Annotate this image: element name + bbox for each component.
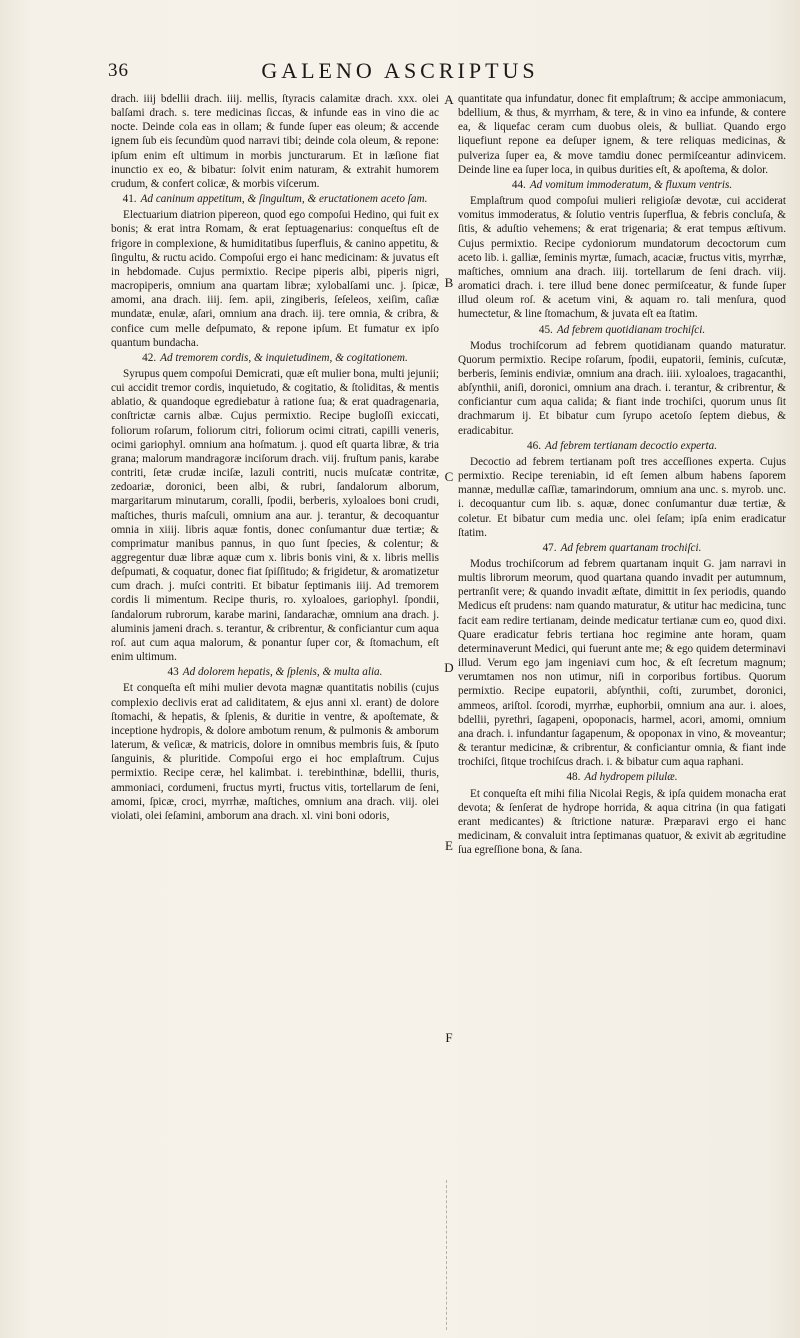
section-title: Ad caninum appetitum, & ſingultum, & eructationem aceto ſam. [140,193,428,206]
margin-letter-b: B [444,275,454,290]
section-number: 48. [566,771,581,784]
margin-letter-f: F [445,1030,453,1045]
margin-letters [441,92,457,1292]
section-number: 41. [122,193,137,206]
margin-letter-e: E [445,838,453,853]
page-fold-line [446,1180,449,1330]
paragraph: Decoctio ad febrem tertianam poſt tres acceſſiones expertа. Cujus permixtio. Recipe tereniabin, id eſt ſemen album habens ſaporem mannæ, medullæ caſſiæ, tamarindorum, omnium ana unc. s. myrob. unc. i. decoquantur cum lib. s. aquæ, donec conſumantur duæ tertiæ, & coletur. Et bibatur cum media unc. olei ſeſam; ipſa enim eradicatur ſtatim. [458,455,786,539]
right-column [458,92,786,857]
section-number: 42. [142,351,157,364]
section-title: Ad tremorem cordis, & inquietudinem, & cogitationem. [160,351,408,364]
left-column [111,92,439,823]
section-title: Ad febrem tertianam decoctio experta. [544,439,717,452]
paragraph: Modus trochiſcorum ad febrem quartanam inquit G. jam narravi in multis librorum meorum, quod quartana quando invadit per autumnum, pertranſit vere; & quando invadit æſtate, dimittit in ſex periodis, quando Medicus eſt prudens: nam quando maturatur, & utitur hac medicina, tunc facit eam redire tertianam, deinde medicatur tertianæ cum eo, quod dixi. Quare eradicatur febris tertiana hoc regimine ante horam, quam determinaverunt Medici, qui fuerunt ante me; & ego quidem determinavi illud. Verum ego jam ingeniavi cum hoc, & eſt ſecretum magnum; verumtamen nos non utimur, niſi in corporibus fortibus. Quorum permixtio. Recipe eupatorii, abſynthii, coſti, zurumbet, doronici, ammeos, ariſtol. ſcorodi, myrrhæ, euphorbii, omnium ana aur. i. aloes, bdellii, pyrethri, ſagapeni, opoponacis, harmel, acori, amomi, omnium ana drach. i. infundantur ſagapenum, & opoponax in vino, & moveantur; & terantur medicinæ, & cribrentur, & conficiantur omnia, & fiant inde trochiſci, ſitque trochiſcus drach. i. & bibatur cum aqua raphani. [458,558,786,769]
section-title: Ad febrem quartanam trochiſci. [560,541,702,554]
section-title: Ad dolorem hepatis, & ſplenis, & multa alia. [182,666,383,679]
section-number: 43 [167,666,179,679]
margin-letter-d: D [444,660,454,675]
section-heading [458,541,786,555]
paragraph: Emplaſtrum quod compoſui mulieri religioſæ devotæ, cui acciderat vomitus immoderatus, & ſolutio ventris ſuperflua, & febris concluſa, & ſitis, & aduſtio vehemens; & erat trigenaria; & erat tempus æſtivum. Cujus permixtio. Recipe cydoniorum mundatorum decoctorum cum aceto lib. i. galliæ, ſeminis myrtæ, ſumach, acaciæ, fructus vitis, myrrhæ, maſtiches, omnium ana drach. iiij. tortellarum de ſeni drach. viij. aromatici drach. i. tere illud bene donec permiſceatur, & funde ſuper illud oleum roſ. & acetum vini, & aquam ro. tali menſura, quod humectetur, & line ſtomachum, & juvata eſt ea ſtatim. [458,195,786,321]
paragraph: quantitate qua infundatur, donec fit emplaſtrum; & accipe ammoniacum, bdellium, & thus, & myrrham, & tere, & in vino ea infunde, & contere ea, & liquefac ceram cum duobus oleis, & bulliat. Quando ergo liquefiunt repone ea deſuper ignem, & tere reliquas medicinas, & pulveriza ſuper ea, & move tamdiu donec permiſceantur adinvicem. Deinde line ea ſuper loca, in quibus durities eſt, & apoſtema, & dolor. [458,93,786,176]
section-heading [458,770,786,784]
paragraph: Electuarium diatrion pipereon, quod ego compoſui Hedino, qui fuit ex bonis; & erat intra Romam, & erat ſeptuagenarius: conqueſtus eſt de frigore in complexione, & humiditatibus ſuperfluis, & canino appetitu, & ſingultu, & ructu acido. Compoſui ergo ei hanc medicinam: & juvatus eſt in hebdomade. Cujus permixtio. Recipe piperis albi, piperis nigri, macropiperis, omnium ana quartam libræ; xylobalſami unc. j. ſpicæ, amomi, ana drach. iiij. ſem. apii, zingiberis, ſeſeleos, xeiſim, caſiæ mundatæ, enulæ, aſari, omnium ana drach. iij. tere omnia, & cribra, & confice cum melle deſpumato, & repone ipſum. Et fumatur ex ipſo quantum bundacha. [111,209,439,349]
section-number: 46. [527,439,541,452]
section-number: 44. [511,178,526,191]
paragraph: Syrupus quem compoſui Demicrati, quæ eſt mulier bona, multi jejunii; cui accidit tremor cordis, inquietudo, & cogitatio, & ſtoliditas, & mentis ablatio, & quandoque egrediebatur à ratione ſua; & erat quadragenaria, conſtrictæ carnis albæ. Cujus permixtio. Recipe bugloſſi exiccati, foliorum roſarum, foliorum citri, foliorum ocimi citrati, capilli veneris, ocimi gariophyl. omnium ana hoſmatum. j. quod eſt quarta libræ, & tria grana; malorum mandragoræ inciſorum drach. viij. fruſtum panis, karabe contriti, ſetæ crudæ inciſæ, lazuli contriti, nucis muſcatæ contritæ, zedoariæ, doronici, been albi, & rubri, ſandalorum alborum, margaritarum minutarum, coralli, ſpodii, berberis, xyloaloes boni crudi, maſtiches, thuris maſculi, omnium ana aur. j. terantur, & decoquantur omnia in xiiij. libris aquæ fontis, donec conſumantur duæ tertiæ; & comprimatur manibus pannus, in quo ſunt ſpecies, & colentur; & aggregentur duæ libræ aquæ cum x. libris bonis vini, & x. libris mellis deſpumati, & coquatur, donec fiat ſpiſſitudo; & frigidetur, & aromatizetur cum drach. j. muſci contriti. Et bibatur ſeptimanis iiij. Ad tremorem cordis li mimentum. Recipe thuris, ro. xyloaloes, gariophyl. ſpondii, ſandalorum rubrorum, karabe marini, ſandarachæ, omnium ana drach. j. aluminis jameni drach. s. terantur, & cribrentur, & conficiantur cum aqua roſ. aut cum aqua malorum, & ponantur ſuper cor, & ſtomachum, eſt enim ultimum. [111,367,439,664]
paragraph: Et conqueſta eſt mihi filia Nicolai Regis, & ipſa quidem monacha erat devota; & ſenſerat de hydrope horrida, & aqua citrina (in qua fatigati erant medicantes) & ſtrictione naturæ. Præparavi ergo ei hanc medicinam, & convaluit intra ſeptimanas quatuor, & exivit ab ægritudine ſua egreſſione bona, & ſana. [458,787,786,857]
section-title: Ad vomitum immoderatum, & fluxum ventris. [529,178,733,191]
section-title: Ad hydropem pilulæ. [584,771,678,784]
section-number: 47. [542,541,557,554]
margin-letter-a: A [444,92,454,107]
section-heading [111,665,439,679]
page-number: 36 [108,60,129,81]
paragraph: Et conqueſta eſt mihi mulier devota magnæ quantitatis nobilis (cujus complexio declivis erat ad caliditatem, & ejus anni xl. erant) de dolore ſtomachi, & hepatis, & ſplenis, & duritie in ventre, & apoſtemate, & inceptione hydropis, & dolore ambotum renum, & pulmonis & amborum laterum, & veſicæ, & matricis, dolore in omnibus membris ſuis, & ſputo ſanguinis, & pluritide. Compoſui ergo ei hoc emplaſtrum. Cujus permixtio. Recipe ceræ, hel kalimbat. i. terebinthinæ, bdellii, thuris, ammoniaci, cordumeni, fructus myrti, fructus vitis, tortellarum de ſeni, amomi, ſpicæ, croci, myrrhæ, maſtiches, omnium ana drach. viij. olei violati, olei ſeſamini, amborum ana drach. xl. vini boni odoris, [111,682,439,822]
section-number: 45. [538,323,553,336]
running-head: GALENO ASCRIPTUS [261,58,539,83]
paragraph: drach. iiij bdellii drach. iiij. mellis, ſtyracis calamitæ drach. xxx. olei balſami drach. s. tere medicinas ſiccas, & infunde eas in vino die ac nocte. Deinde cola eas in ollam; & funde ſuper eas oleum; & accende ignem ſub eis ſecundùm quod narravi tibi; deinde cola oleum, & repone: ipſum enim eſt ultimum in morbis juncturarum. Et in læſione fiat inunctio ex eo, & bibatur: ſolvit enim naturam, & extrahit humorem crudum, & confert colicæ, & morbis viſcerum. [111,93,439,190]
paragraph: Modus trochiſcorum ad febrem quotidianam quando maturatur. Quorum permixtio. Recipe roſarum, ſpodii, eupatorii, ſeminis, cuſcutæ, berberis, ſeminis endiviæ, omnium ana drach. iiii. xyloaloes, tragacanthi, abſynthii, aniſi, doronici, omnium ana drach. i. terantur, & cribrentur, & conficiantur cum aqua calida; & fiant inde trochiſci, quorum unus ſit drachmarum ij. Et bibatur cum ſyrupo acetoſo ſeptem diebus, & eradicabitur. [458,339,786,437]
section-title: Ad febrem quotidianam trochiſci. [556,323,706,336]
section-heading [458,323,786,337]
section-heading [458,178,786,192]
margin-letter-c: C [444,469,454,484]
section-heading [111,351,439,365]
section-heading [111,192,439,206]
section-heading [458,439,786,453]
page-header [0,56,800,90]
